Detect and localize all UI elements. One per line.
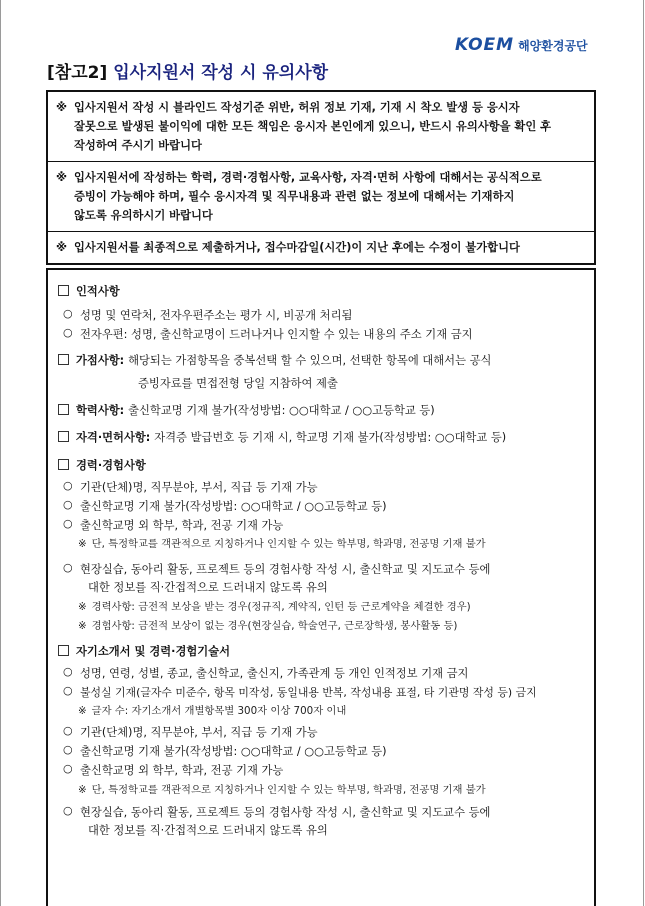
bullet-icon: ○: [63, 307, 73, 320]
bullet-icon: ○: [63, 561, 73, 574]
section-heading: 자기소개서 및 경력·경험기술서: [76, 645, 231, 658]
list-item: 성명, 연령, 성별, 종교, 출신학교, 출신지, 가족관계 등 개인 인적정보 기재 금지: [80, 667, 469, 680]
bullet-icon: ○: [63, 684, 73, 697]
bullet-icon: ○: [63, 665, 73, 678]
notice-line: 입사지원서에 작성하는 학력, 경력·경험사항, 교육사항, 자격·면허 사항에 대해서는 공식적으로: [74, 171, 542, 184]
section-text: 출신학교명 기재 불가(작성방법: ○○대학교 / ○○고등학교 등): [128, 404, 435, 417]
list-item: 출신학교명 기재 불가(작성방법: ○○대학교 / ○○고등학교 등): [80, 745, 387, 758]
section-bonus: [58, 352, 491, 368]
checkbox-icon: [58, 354, 69, 365]
notice-item: [48, 92, 594, 161]
section-career: [58, 457, 146, 473]
list-item: 성명 및 연락처, 전자우편주소는 평가 시, 비공개 처리됨: [80, 309, 353, 322]
list-item-cont: 대한 정보를 직·간접적으로 드러내지 않도록 유의: [88, 824, 328, 837]
list-item: 기관(단체)명, 직무분야, 부서, 직급 등 기재 가능: [80, 481, 318, 494]
notice-item: [48, 231, 594, 263]
list-item: 출신학교명 외 학부, 학과, 전공 기재 가능: [80, 519, 284, 532]
note-mark: ※: [78, 538, 87, 550]
section-heading: 인적사항: [76, 285, 120, 298]
list-item: 출신학교명 외 학부, 학과, 전공 기재 가능: [80, 764, 284, 777]
bullet-icon: ○: [63, 762, 73, 775]
section-text: 자격증 발급번호 등 기재 시, 학교명 기재 불가(작성방법: ○○대학교 등): [154, 431, 507, 444]
section-heading: 자격·면허사항:: [76, 431, 151, 444]
note-mark: ※: [56, 171, 67, 184]
section-personal: [58, 283, 120, 299]
notice-box: [46, 90, 596, 265]
bullet-icon: ○: [63, 517, 73, 530]
note-line: [78, 702, 346, 717]
bullet-icon: ○: [63, 326, 73, 339]
notice-line: 잘못으로 발생된 불이익에 대한 모든 책임은 응시자 본인에게 있으니, 반드시 유의사항을 확인 후: [74, 120, 552, 133]
note-mark: ※: [78, 620, 87, 632]
note-mark: ※: [78, 784, 87, 796]
note-line: [78, 535, 486, 550]
list-item-cont: 대한 정보를 직·간접적으로 드러내지 않도록 유의: [88, 581, 328, 594]
bullet-icon: ○: [63, 498, 73, 511]
section-text: 해당되는 가점항목을 중복선택 할 수 있으며, 선택한 항목에 대해서는 공식: [128, 354, 492, 367]
section-heading: 학력사항:: [76, 404, 125, 417]
list-item: 전자우편: 성명, 출신학교명이 드러나거나 인지할 수 있는 내용의 주소 기재 금지: [80, 328, 473, 341]
page-title: [47, 58, 328, 83]
section-text-cont: 증빙자료를 면접전형 당일 지참하여 제출: [138, 377, 338, 390]
note-text: 단, 특정학교를 객관적으로 지칭하거나 인지할 수 있는 학부명, 학과명, 전공명 기재 불가: [91, 538, 486, 550]
bullet-icon: ○: [63, 743, 73, 756]
note-mark: ※: [56, 241, 67, 254]
checkbox-icon: [58, 404, 69, 415]
list-item: 출신학교명 기재 불가(작성방법: ○○대학교 / ○○고등학교 등): [80, 500, 387, 513]
checkbox-icon: [58, 645, 69, 656]
notice-line: 입사지원서를 최종적으로 제출하거나, 접수마감일(시간)이 지난 후에는 수정이 불가합니다: [74, 241, 520, 254]
notice-line: 작성하여 주시기 바랍니다: [74, 139, 202, 152]
logo-mark: KOEM: [455, 35, 515, 55]
note-line: [78, 598, 471, 613]
checkbox-icon: [58, 285, 69, 296]
note-text: 경력사항: 금전적 보상을 받는 경우(정규직, 계약직, 인턴 등 근로계약을 체결한 경우): [91, 601, 471, 613]
note-mark: ※: [78, 601, 87, 613]
section-heading: 경력·경험사항: [76, 459, 146, 472]
bullet-icon: ○: [63, 724, 73, 737]
note-text: 경험사항: 금전적 보상이 없는 경우(현장실습, 학술연구, 근로장학생, 봉사활동 등): [91, 620, 458, 632]
note-text: 단, 특정학교를 객관적으로 지칭하거나 인지할 수 있는 학부명, 학과명, 전공명 기재 불가: [91, 784, 486, 796]
list-item: 기관(단체)명, 직무분야, 부서, 직급 등 기재 가능: [80, 726, 318, 739]
section-heading: 가점사항:: [76, 354, 125, 367]
note-mark: ※: [78, 705, 87, 717]
bullet-icon: ○: [63, 479, 73, 492]
list-item: 현장실습, 동아리 활동, 프로젝트 등의 경험사항 작성 시, 출신학교 및 지도교수 등에: [80, 806, 491, 819]
note-mark: ※: [56, 101, 67, 114]
bullet-icon: ○: [63, 804, 73, 817]
logo-text: 해양환경공단: [518, 38, 588, 53]
title-main: 입사지원서 작성 시 유의사항: [113, 63, 329, 83]
checkbox-icon: [58, 431, 69, 442]
note-line: [78, 617, 457, 632]
page-border-left: [0, 0, 1, 906]
title-tag: [참고2]: [47, 63, 108, 83]
section-essay: [58, 643, 230, 659]
notice-item: [48, 161, 594, 231]
page-border-right: [643, 0, 644, 906]
checkbox-icon: [58, 459, 69, 470]
section-education: [58, 402, 435, 418]
list-item: 현장실습, 동아리 활동, 프로젝트 등의 경험사항 작성 시, 출신학교 및 지도교수 등에: [80, 563, 491, 576]
notice-line: 않도록 유의하시기 바랍니다: [74, 209, 213, 222]
notice-line: 증빙이 가능해야 하며, 필수 응시자격 및 직무내용과 관련 없는 정보에 대해서는 기재하지: [74, 190, 515, 203]
notice-line: 입사지원서 작성 시 블라인드 작성기준 위반, 허위 정보 기재, 기재 시 착오 발생 등 응시자: [74, 101, 520, 114]
koem-logo: [455, 35, 588, 55]
note-line: [78, 781, 486, 796]
list-item: 불성실 기재(글자수 미준수, 항목 미작성, 동일내용 반복, 작성내용 표절, 타 기관명 작성 등) 금지: [80, 686, 537, 699]
note-text: 글자 수: 자기소개서 개별항목별 300자 이상 700자 이내: [91, 705, 347, 717]
section-license: [58, 429, 506, 445]
